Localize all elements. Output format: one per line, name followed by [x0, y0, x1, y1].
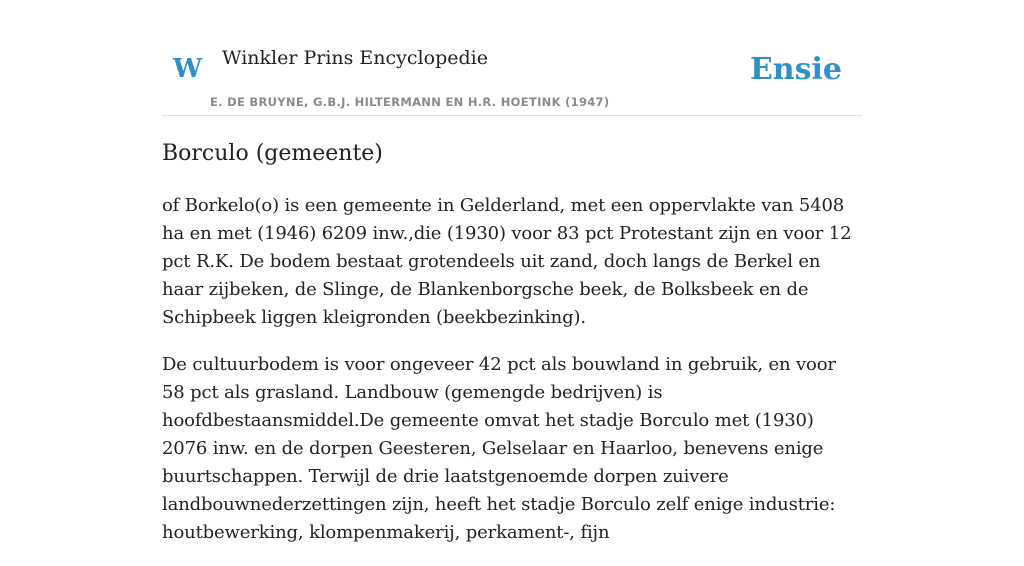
ensie-brand-link[interactable]: Ensie	[749, 52, 842, 87]
winkler-prins-logo-icon[interactable]: W	[173, 54, 203, 84]
page	[162, 0, 862, 543]
article-paragraph: of Borkelo(o) is een gemeente in Gelderland, met een oppervlakte van 5408 ha en met (1946) 6209 inw.,die (1930) voor 83 pct Protestant zijn en voor 12 pct R.K. De bodem bestaat grotendeels uit zand, doch langs de Berkel en haar zijbeken, de Slinge, de Blankenborgsche beek, de Bolksbeek en de Schipbeek liggen kleigronden (beekbezinking).	[162, 195, 852, 328]
authors-byline: E. DE BRUYNE, G.B.J. HILTERMANN EN H.R. HOETINK (1947)	[210, 95, 610, 109]
header-divider	[162, 115, 862, 116]
article-body	[162, 192, 862, 566]
article-title: Borculo (gemeente)	[162, 141, 383, 166]
article-paragraph: De cultuurbodem is voor ongeveer 42 pct als bouwland in gebruik, en voor 58 pct als grasland. Landbouw (gemengde bedrijven) is hoofdbestaansmiddel.De gemeente omvat het stadje Borculo met (1930) 2076 inw. en de dorpen Geesteren, Gelselaar en Haarloo, benevens enige buurtschappen. Terwijl de drie laatstgenoemde dorpen zuivere landbouwnederzettingen zijn, heeft het stadje Borculo zelf enige industrie: houtbewerking, klompenmakerij, perkament-, fijn	[162, 354, 836, 543]
site-title[interactable]: Winkler Prins Encyclopedie	[222, 47, 488, 69]
